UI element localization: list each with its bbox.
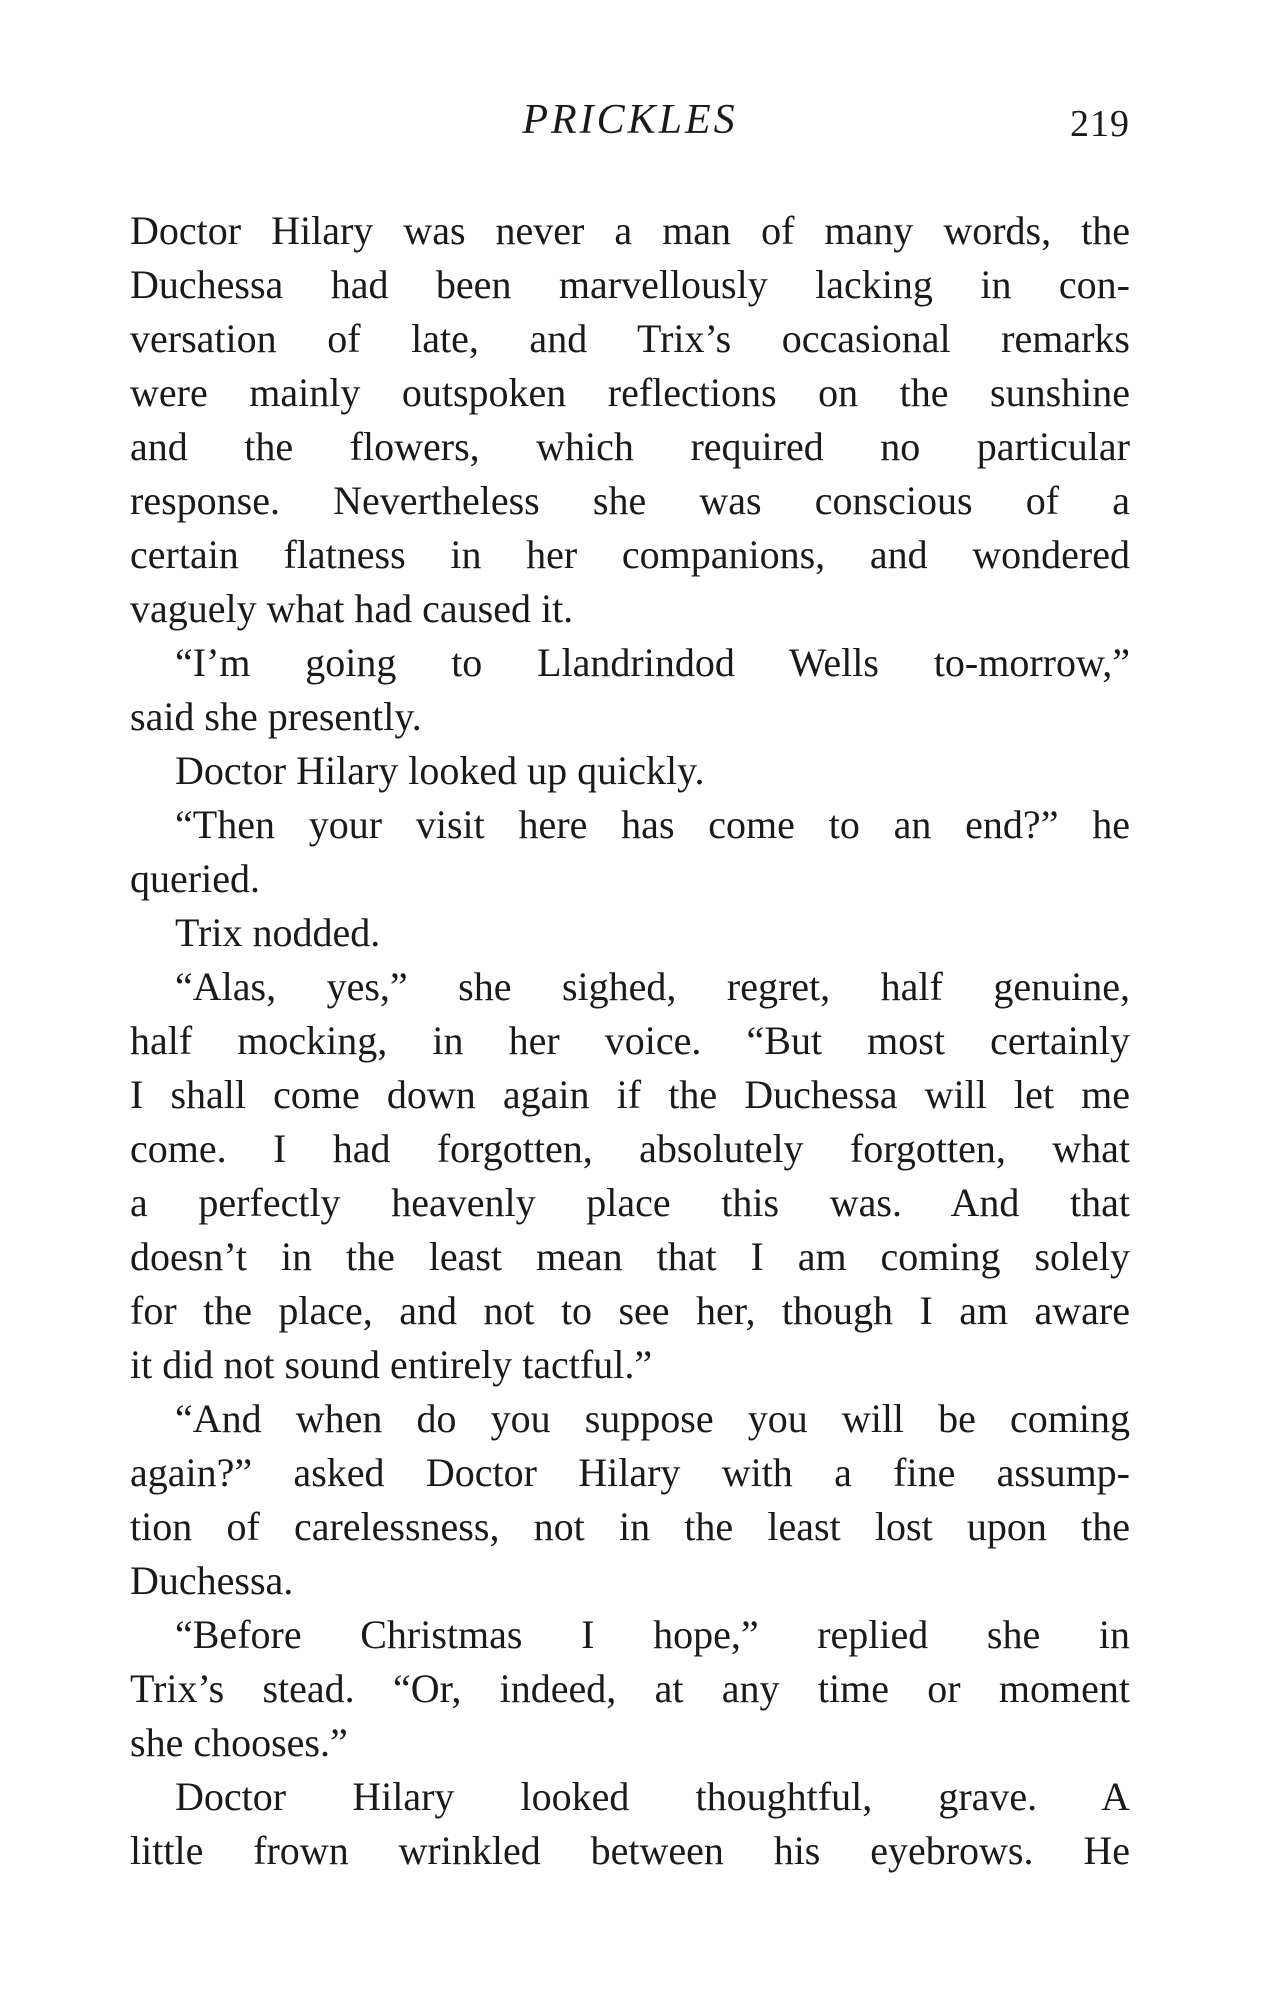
text-line: certain flatness in her companions, and wondered [130, 532, 1130, 577]
running-title: PRICKLES [522, 97, 738, 143]
text-line: she chooses.” [130, 1720, 348, 1765]
text-line: “Then your visit here has come to an end?” he [175, 802, 1130, 847]
text-line: Doctor Hilary was never a man of many words, the [130, 208, 1130, 253]
text-line: I shall come down again if the Duchessa will let me [130, 1072, 1130, 1117]
text-line: Trix nodded. [175, 910, 381, 955]
running-header [130, 96, 1130, 156]
text-line: it did not sound entirely tactful.” [130, 1342, 653, 1387]
text-line: again?” asked Doctor Hilary with a fine assump- [130, 1450, 1130, 1495]
text-line: were mainly outspoken reflections on the sunshine [130, 370, 1130, 415]
text-line: a perfectly heavenly place this was. And that [130, 1180, 1130, 1225]
text-line: vaguely what had caused it. [130, 586, 574, 631]
text-line: “Alas, yes,” she sighed, regret, half genuine, [175, 964, 1130, 1009]
text-line: little frown wrinkled between his eyebrows. He [130, 1828, 1130, 1873]
text-line: Trix’s stead. “Or, indeed, at any time or moment [130, 1666, 1130, 1711]
text-line: said she presently. [130, 694, 422, 739]
text-line: half mocking, in her voice. “But most certainly [130, 1018, 1130, 1063]
text-line: Duchessa had been marvellously lacking in con- [130, 262, 1130, 307]
text-line: versation of late, and Trix’s occasional remarks [130, 316, 1130, 361]
text-line: tion of carelessness, not in the least lost upon the [130, 1504, 1130, 1549]
text-line: doesn’t in the least mean that I am coming solely [130, 1234, 1130, 1279]
text-line: Duchessa. [130, 1558, 294, 1603]
page-number: 219 [1070, 103, 1130, 145]
text-line: “Before Christmas I hope,” replied she in [175, 1612, 1130, 1657]
text-line: and the flowers, which required no particular [130, 424, 1130, 469]
text-line: “I’m going to Llandrindod Wells to-morrow,” [175, 640, 1130, 685]
text-line: queried. [130, 856, 260, 901]
text-line: come. I had forgotten, absolutely forgotten, what [130, 1126, 1130, 1171]
text-line: Doctor Hilary looked thoughtful, grave. A [175, 1774, 1130, 1819]
body-text [130, 204, 1130, 1878]
text-line: response. Nevertheless she was conscious of a [130, 478, 1130, 523]
text-line: for the place, and not to see her, though I am aware [130, 1288, 1130, 1333]
text-line: “And when do you suppose you will be coming [175, 1396, 1130, 1441]
text-line: Doctor Hilary looked up quickly. [175, 748, 705, 793]
